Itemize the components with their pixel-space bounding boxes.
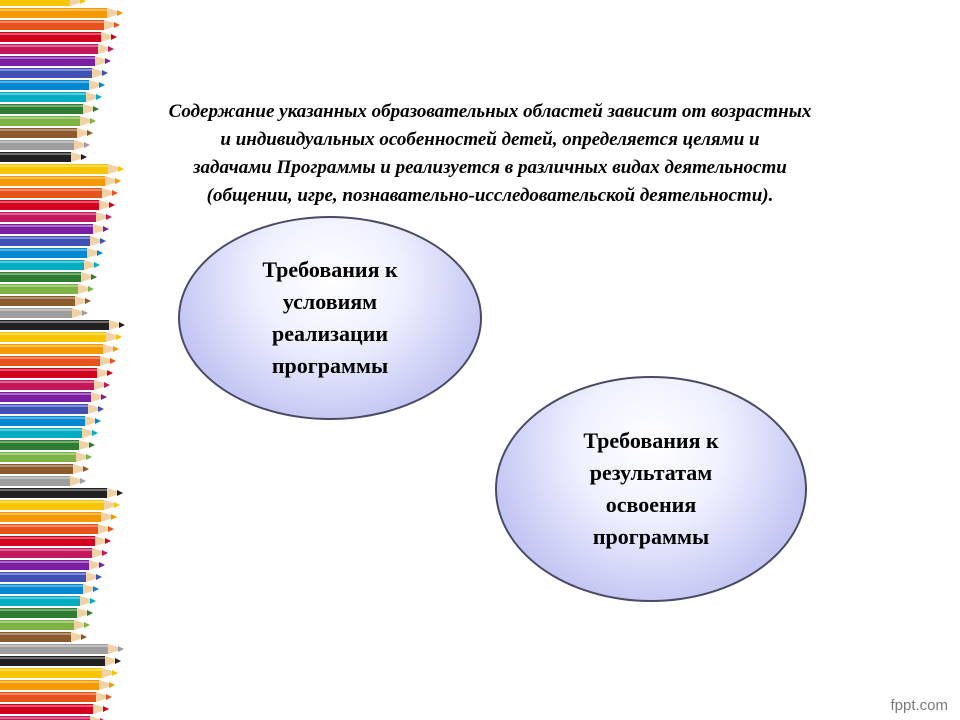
pencil-icon [0,272,97,282]
pencil-icon [0,464,89,474]
pencil-icon [0,68,108,78]
pencil-icon [0,368,113,378]
ellipse-1-line-2: условиям [282,289,378,314]
pencil-icon [0,620,90,630]
pencil-icon [0,320,125,330]
pencil-icon [0,440,95,450]
pencil-icon [0,32,117,42]
pencil-icon [0,548,108,558]
ellipse-2-line-3: освоения [605,492,697,517]
pencil-icon [0,668,118,678]
pencil-icon [0,356,116,366]
watermark-text: fppt.com [890,697,948,714]
pencil-icon [0,476,86,486]
pencil-icon [0,584,99,594]
pencil-icon [0,404,104,414]
ellipse-2-line-1: Требования к [583,428,719,453]
pencil-icon [0,8,123,18]
pencil-icon [0,500,120,510]
heading-line-2: и индивидуальных особенностей детей, определяется целями и [220,129,760,150]
pencil-icon [0,656,121,666]
pencil-icon [0,284,94,294]
heading-line-1: Содержание указанных образовательных областей зависит от возрастных [168,101,812,122]
pencil-icon [0,308,88,318]
pencil-icon [0,224,109,234]
pencil-icon [0,392,107,402]
pencil-icon [0,680,115,690]
pencil-icon [0,704,109,714]
pencil-icon [0,608,93,618]
pencil-icon [0,488,123,498]
pencil-icon [0,56,111,66]
pencil-icon [0,416,101,426]
pencil-icon [0,344,119,354]
ellipse-2-line-2: результатам [589,460,713,485]
pencil-icon [0,80,105,90]
pencil-icon [0,572,102,582]
pencil-icon [0,512,117,522]
pencil-icon [0,260,100,270]
pencil-icon [0,332,122,342]
pencil-icon [0,644,124,654]
pencil-icon [0,596,96,606]
pencil-icon [0,212,112,222]
pencil-icon [0,248,103,258]
heading-line-4: (общении, игре, познавательно-исследовательской деятельности). [206,185,774,206]
pencil-icon [0,0,86,6]
pencil-icon [0,524,114,534]
ellipse-1-line-1: Требования к [262,257,398,282]
slide-heading [55,98,925,210]
pencil-icon [0,236,106,246]
pencil-icon [0,716,106,720]
pencil-icon [0,452,92,462]
pencil-icon [0,296,91,306]
requirements-results-ellipse [495,376,807,602]
ellipse-2-line-4: программы [592,524,710,549]
pencil-icon [0,380,110,390]
pencil-icon [0,632,87,642]
pencil-icon [0,692,112,702]
ellipse-1-line-4: программы [271,353,389,378]
pencil-icon [0,560,105,570]
pencil-icon [0,20,120,30]
pencil-icon [0,428,98,438]
pencil-icon [0,44,114,54]
ellipse-1-line-3: реализации [271,321,389,346]
requirements-conditions-ellipse [178,216,482,420]
heading-line-3: задачами Программы и реализуется в различных видах деятельности [193,157,787,178]
pencil-icon [0,536,111,546]
